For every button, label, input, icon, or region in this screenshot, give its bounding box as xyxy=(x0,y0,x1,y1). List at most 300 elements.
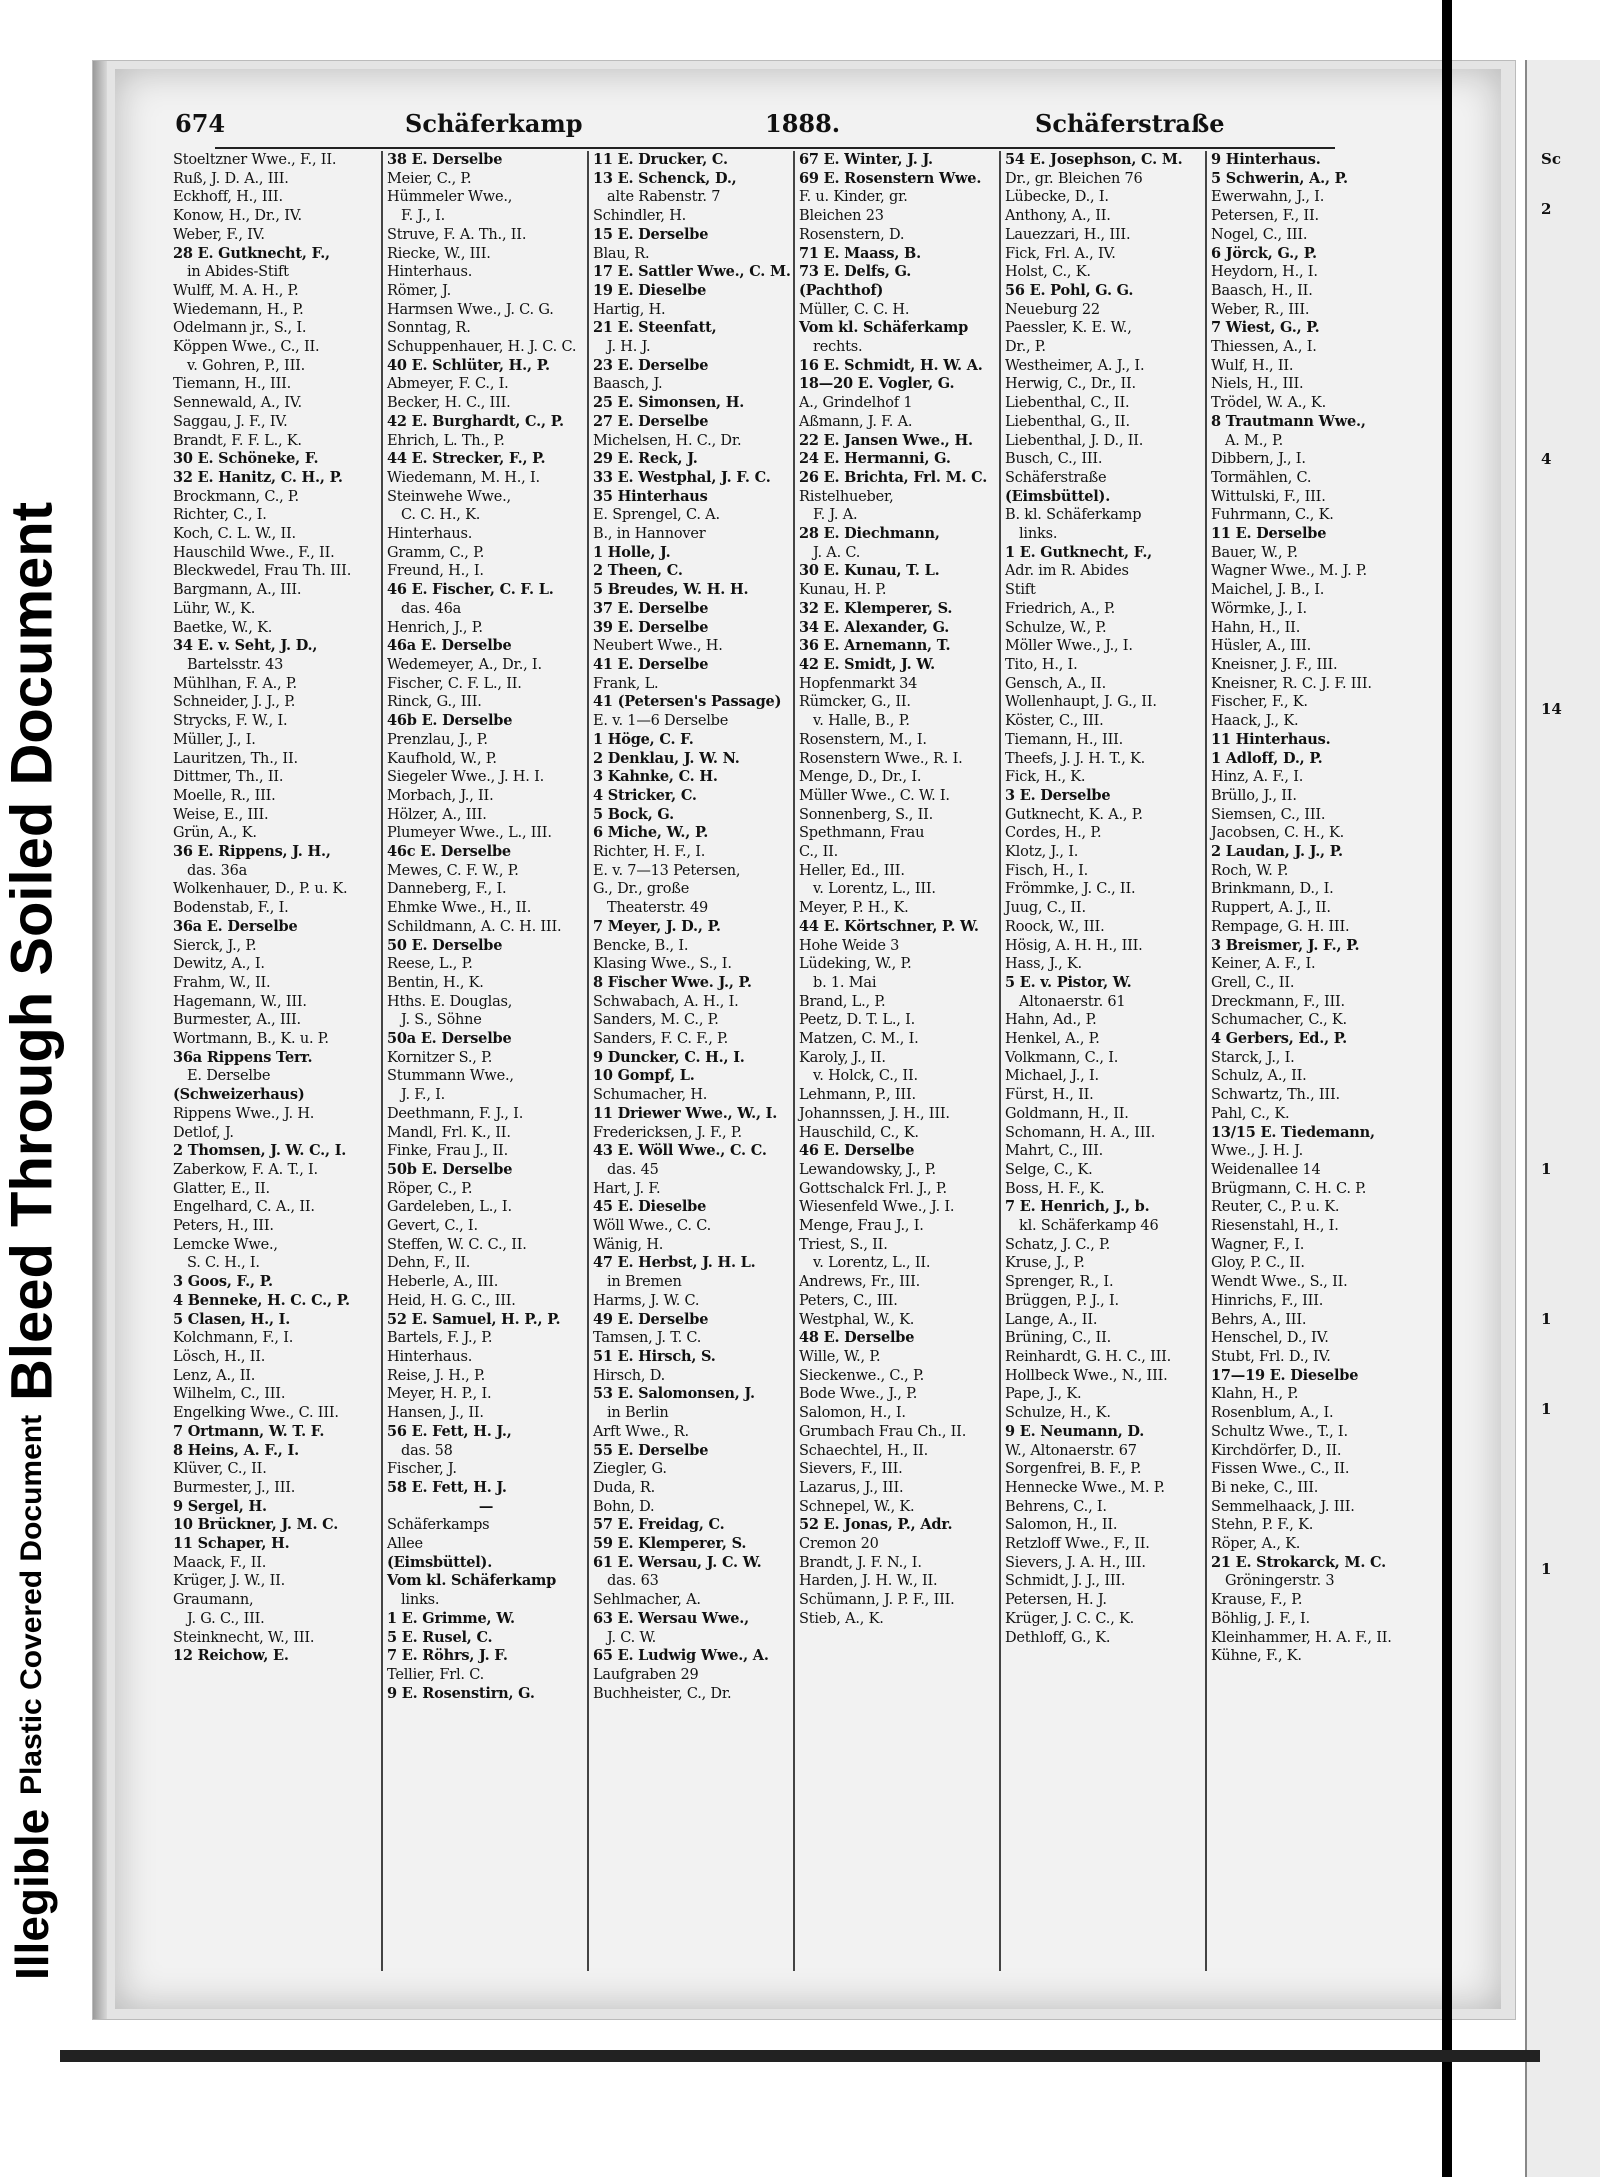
directory-entry: Bauer, W., P. xyxy=(1211,544,1298,561)
directory-entry: Brüllo, J., II. xyxy=(1211,787,1297,804)
directory-entry: Detlof, J. xyxy=(173,1124,234,1141)
directory-entry: Schwabach, A. H., I. xyxy=(593,993,739,1010)
directory-entry: Bencke, B., I. xyxy=(593,937,689,954)
directory-entry: Rosenstern Wwe., R. I. xyxy=(799,750,963,767)
directory-entry: Heid, H. G. C., III. xyxy=(387,1292,516,1309)
directory-entry: Menge, Frau J., I. xyxy=(799,1218,924,1235)
directory-entry: Plumeyer Wwe., L., III. xyxy=(387,825,552,842)
directory-entry: Gevert, C., I. xyxy=(387,1218,478,1235)
directory-entry: Buchheister, C., Dr. xyxy=(593,1685,732,1702)
directory-entry: 10 Brückner, J. M. C. xyxy=(173,1516,339,1534)
directory-entry: Hennecke Wwe., M. P. xyxy=(1005,1479,1165,1496)
directory-entry: Neueburg 22 xyxy=(1005,301,1100,318)
directory-entry: b. 1. Mai xyxy=(813,974,877,991)
directory-entry: 61 E. Wersau, J. C. W. xyxy=(593,1553,762,1571)
directory-entry: Baasch, J. xyxy=(593,376,663,393)
directory-entry: Brinkmann, D., I. xyxy=(1211,881,1334,898)
directory-entry: 46b E. Derselbe xyxy=(387,712,513,730)
year-heading: 1888. xyxy=(765,109,841,138)
directory-entry: Theefs, J. J. H. T., K. xyxy=(1005,750,1146,767)
directory-entry: 1 E. Grimme, W. xyxy=(387,1609,515,1627)
directory-entry: Meyer, P. H., K. xyxy=(799,900,909,917)
directory-entry: Heller, Ed., III. xyxy=(799,862,905,879)
directory-entry: Riecke, W., III. xyxy=(387,245,491,262)
directory-entry: Hümmeler Wwe., xyxy=(387,189,513,206)
directory-entry: Graumann, xyxy=(173,1592,254,1609)
directory-entry: Strycks, F. W., I. xyxy=(173,713,288,730)
directory-entry: Schindler, H. xyxy=(593,208,687,225)
directory-entry: Hösig, A. H. H., III. xyxy=(1005,937,1143,954)
directory-entry: Maichel, J. B., I. xyxy=(1211,582,1325,599)
directory-entry: Hüsler, A., III. xyxy=(1211,638,1312,655)
directory-entry: Schnepel, W., K. xyxy=(799,1498,915,1515)
directory-entry: 12 Reichow, E. xyxy=(173,1647,289,1665)
directory-entry: Weber, R., III. xyxy=(1211,301,1310,318)
directory-entry: 36 E. Arnemann, T. xyxy=(799,637,951,655)
directory-entry: Herwig, C., Dr., II. xyxy=(1005,376,1136,393)
directory-entry: 56 E. Fett, H. J., xyxy=(387,1422,512,1440)
directory-entry: Weidenallee 14 xyxy=(1211,1161,1321,1178)
directory-entry: Anthony, A., II. xyxy=(1005,208,1111,225)
directory-entry: 30 E. Kunau, T. L. xyxy=(799,562,940,580)
directory-entry: Wedemeyer, A., Dr., I. xyxy=(387,656,542,673)
directory-entry: Engelhard, C. A., II. xyxy=(173,1199,315,1216)
directory-page xyxy=(115,69,1501,2009)
facing-fragment: Sc xyxy=(1541,150,1561,168)
directory-entry: Baasch, H., II. xyxy=(1211,282,1313,299)
directory-entry: Kruse, J., P. xyxy=(1005,1255,1085,1272)
note-bleed-through: Bleed Through Soiled Document xyxy=(0,501,65,1401)
directory-entry: Brüggen, P. J., I. xyxy=(1005,1292,1119,1309)
directory-entry: Kirchdörfer, D., II. xyxy=(1211,1442,1342,1459)
directory-entry: Schultz Wwe., T., I. xyxy=(1211,1423,1348,1440)
directory-entry: das. 45 xyxy=(607,1161,659,1178)
directory-entry: Eckhoff, H., III. xyxy=(173,189,283,206)
directory-entry: Möller Wwe., J., I. xyxy=(1005,638,1133,655)
directory-entry: Hinterhaus. xyxy=(387,1349,473,1365)
directory-entry: Peters, C., III. xyxy=(799,1292,898,1309)
directory-entry: 39 E. Derselbe xyxy=(593,618,709,636)
directory-entry: Bentin, H., K. xyxy=(387,974,484,991)
directory-entry: (Eimsbüttel). xyxy=(387,1553,493,1571)
directory-entry: 8 Fischer Wwe. J., P. xyxy=(593,973,752,991)
directory-entry: Sennewald, A., IV. xyxy=(173,395,302,412)
directory-entry: Salomon, H., II. xyxy=(1005,1517,1118,1534)
directory-entry: 5 E. Rusel, C. xyxy=(387,1628,493,1646)
directory-entry: 3 E. Derselbe xyxy=(1005,786,1111,804)
directory-entry: Hinrichs, F., III. xyxy=(1211,1292,1324,1309)
directory-entry: C. C. H., K. xyxy=(401,507,481,524)
directory-entry: Wittulski, F., III. xyxy=(1211,488,1326,505)
directory-column-2 xyxy=(387,151,585,1971)
directory-entry: Sanders, M. C., P. xyxy=(593,1012,719,1029)
facing-fragment: 1 xyxy=(1541,1560,1552,1578)
directory-entry: Brandt, J. F. N., I. xyxy=(799,1554,922,1571)
directory-entry: Henrich, J., P. xyxy=(387,619,483,636)
directory-entry: Schildmann, A. C. H. III. xyxy=(387,918,562,935)
directory-entry: Ehrich, L. Th., P. xyxy=(387,432,505,449)
directory-entry: Vom kl. Schäferkamp xyxy=(799,319,969,337)
directory-entry: Duda, R. xyxy=(593,1479,656,1496)
directory-entry: Brügmann, C. H. C. P. xyxy=(1211,1180,1367,1197)
facing-page-edge xyxy=(1525,60,1600,2177)
directory-entry: 28 E. Gutknecht, F., xyxy=(173,244,330,262)
directory-entry: 10 Gompf, L. xyxy=(593,1067,695,1085)
column-divider xyxy=(1205,151,1207,1971)
directory-entry: 18—20 E. Vogler, G. xyxy=(799,375,955,393)
directory-entry: Becker, H. C., III. xyxy=(387,395,511,412)
directory-entry: 52 E. Jonas, P., Adr. xyxy=(799,1516,953,1534)
directory-entry: Lazarus, J., III. xyxy=(799,1479,904,1496)
directory-entry: Bode Wwe., J., P. xyxy=(799,1386,918,1403)
directory-entry: Altonaerstr. 61 xyxy=(1019,993,1126,1010)
directory-entry: Bleichen 23 xyxy=(799,208,884,225)
directory-entry: 47 E. Herbst, J. H. L. xyxy=(593,1254,756,1272)
directory-entry: Mewes, C. F. W., P. xyxy=(387,862,519,879)
directory-entry: 53 E. Salomonsen, J. xyxy=(593,1385,755,1403)
directory-entry: Morbach, J., II. xyxy=(387,787,494,804)
directory-entry: rechts. xyxy=(813,339,863,356)
directory-entry: Rempage, G. H. III. xyxy=(1211,918,1350,935)
directory-entry: 5 Schwerin, A., P. xyxy=(1211,169,1348,187)
directory-entry: Gensch, A., II. xyxy=(1005,675,1106,692)
directory-entry: Stieb, A., K. xyxy=(799,1610,884,1627)
directory-entry: Roch, W. P. xyxy=(1211,862,1289,879)
directory-entry: A. M., P. xyxy=(1225,432,1283,449)
directory-entry: Sieckenwe., C., P. xyxy=(799,1367,925,1384)
directory-entry: Fuhrmann, C., K. xyxy=(1211,507,1334,524)
directory-entry: Gröningerstr. 3 xyxy=(1225,1573,1335,1590)
directory-entry: Triest, S., II. xyxy=(799,1236,888,1253)
directory-entry: Krüger, J. W., II. xyxy=(173,1573,286,1590)
directory-entry: 21 E. Strokarck, M. C. xyxy=(1211,1553,1386,1571)
directory-entry: Danneberg, F., I. xyxy=(387,881,507,898)
directory-entry: 3 Kahnke, C. H. xyxy=(593,768,718,786)
facing-fragment: 4 xyxy=(1541,450,1552,468)
directory-entry: 29 E. Reck, J. xyxy=(593,450,698,468)
directory-entry: Tito, H., I. xyxy=(1005,656,1078,673)
directory-entry: Zaberkow, F. A. T., I. xyxy=(173,1161,318,1178)
directory-entry: Schumacher, C., K. xyxy=(1211,1012,1347,1029)
directory-entry: Grumbach Frau Ch., II. xyxy=(799,1423,967,1440)
facing-fragment: 2 xyxy=(1541,200,1552,218)
directory-entry: Struve, F. A. Th., II. xyxy=(387,226,527,243)
column-divider xyxy=(793,151,795,1971)
directory-entry: Rosenstern, M., I. xyxy=(799,731,927,748)
directory-entry: 44 E. Körtschner, P. W. xyxy=(799,917,979,935)
header-rule xyxy=(215,147,1335,149)
directory-entry: Hinterhaus. xyxy=(387,526,473,543)
directory-entry: Dr., P. xyxy=(1005,339,1046,356)
directory-entry: Sorgenfrei, B. F., P. xyxy=(1005,1461,1142,1478)
directory-entry: Aßmann, J. F. A. xyxy=(799,413,913,430)
directory-entry: Richter, C., I. xyxy=(173,507,267,524)
directory-entry: Dethloff, G., K. xyxy=(1005,1629,1111,1646)
directory-entry: 32 E. Klemperer, S. xyxy=(799,599,953,617)
directory-entry: Allee xyxy=(387,1536,423,1553)
directory-entry: Mühlhan, F. A., P. xyxy=(173,675,297,692)
directory-entry: Ehmke Wwe., H., II. xyxy=(387,900,532,917)
directory-entry: 55 E. Derselbe xyxy=(593,1441,709,1459)
directory-entry: Sievers, F., III. xyxy=(799,1461,903,1478)
directory-entry: Reinhardt, G. H. C., III. xyxy=(1005,1349,1172,1365)
directory-entry: Böhlig, J. F., I. xyxy=(1211,1610,1310,1627)
directory-entry: Wagner, F., I. xyxy=(1211,1236,1305,1253)
directory-entry: Lühr, W., K. xyxy=(173,600,256,617)
directory-entry: Harden, J. H. W., II. xyxy=(799,1573,938,1590)
directory-entry: Reese, L., P. xyxy=(387,956,473,973)
directory-entry: 16 E. Schmidt, H. W. A. xyxy=(799,356,983,374)
directory-entry: G., Dr., große xyxy=(593,881,690,898)
directory-entry: 9 E. Neumann, D. xyxy=(1005,1422,1145,1440)
directory-entry: Westheimer, A. J., I. xyxy=(1005,357,1145,374)
directory-entry: 50a E. Derselbe xyxy=(387,1030,512,1048)
directory-entry: 8 Heins, A. F., I. xyxy=(173,1441,299,1459)
directory-entry: Henschel, D., IV. xyxy=(1211,1330,1329,1347)
directory-entry: W., Altonaerstr. 67 xyxy=(1005,1442,1137,1459)
directory-entry: Schäferkamps xyxy=(387,1517,490,1534)
directory-entry: Bargmann, A., III. xyxy=(173,582,302,599)
directory-entry: (Pachthof) xyxy=(799,281,884,299)
directory-entry: Freund, H., I. xyxy=(387,563,484,580)
directory-entry: das. 58 xyxy=(401,1442,453,1459)
directory-entry: 45 E. Dieselbe xyxy=(593,1198,707,1216)
directory-entry: 63 E. Wersau Wwe., xyxy=(593,1609,749,1627)
directory-entry: Peetz, D. T. L., I. xyxy=(799,1012,916,1029)
directory-entry: Klotz, J., I. xyxy=(1005,844,1079,861)
directory-entry: Matzen, C. M., I. xyxy=(799,1031,919,1048)
directory-entry: Hauschild Wwe., F., II. xyxy=(173,544,335,561)
directory-entry: 9 E. Rosenstirn, G. xyxy=(387,1684,535,1702)
directory-entry: Hauschild, C., K. xyxy=(799,1124,919,1141)
directory-entry: S. C. H., I. xyxy=(187,1255,260,1272)
directory-entry: Dittmer, Th., II. xyxy=(173,769,284,786)
directory-entry: Brüning, C., II. xyxy=(1005,1330,1112,1347)
directory-entry: Stoeltzner Wwe., F., II. xyxy=(173,152,337,168)
directory-entry: Dewitz, A., I. xyxy=(173,956,265,973)
directory-entry: Odelmann jr., S., I. xyxy=(173,320,307,337)
directory-entry: Dibbern, J., I. xyxy=(1211,451,1306,468)
directory-entry: 6 Miche, W., P. xyxy=(593,824,709,842)
directory-entry: 57 E. Freidag, C. xyxy=(593,1516,725,1534)
directory-entry: Mandl, Frl. K., II. xyxy=(387,1124,511,1141)
directory-entry: B. kl. Schäferkamp xyxy=(1005,507,1142,524)
directory-entry: 36a E. Derselbe xyxy=(173,917,298,935)
directory-entry: Schümann, J. P. F., III. xyxy=(799,1592,955,1609)
directory-entry: 65 E. Ludwig Wwe., A. xyxy=(593,1647,769,1665)
directory-entry: Heberle, A., III. xyxy=(387,1274,499,1291)
directory-entry: 5 Clasen, H., I. xyxy=(173,1310,291,1328)
page-header xyxy=(115,109,1415,145)
directory-entry: Engelking Wwe., C. III. xyxy=(173,1405,339,1422)
directory-entry: Wilhelm, C., III. xyxy=(173,1386,286,1403)
directory-entry: 58 E. Fett, H. J. xyxy=(387,1478,507,1496)
directory-entry: 7 Meyer, J. D., P. xyxy=(593,917,721,935)
directory-entry: 49 E. Derselbe xyxy=(593,1310,709,1328)
directory-entry: Paessler, K. E. W., xyxy=(1005,320,1132,337)
directory-entry: Röper, C., P. xyxy=(387,1180,473,1197)
directory-entry: Peters, H., III. xyxy=(173,1218,274,1235)
directory-entry: Arft Wwe., R. xyxy=(593,1423,689,1440)
directory-entry: Schumacher, H. xyxy=(593,1087,708,1104)
directory-entry: Tamsen, J. T. C. xyxy=(593,1330,702,1347)
directory-entry: Siegeler Wwe., J. H. I. xyxy=(387,769,545,786)
archive-notes-sidebar xyxy=(0,120,65,1980)
directory-entry: Frahm, W., II. xyxy=(173,974,271,991)
directory-entry: Michael, J., I. xyxy=(1005,1068,1099,1085)
directory-entry: Müller, C. C. H. xyxy=(799,301,910,318)
directory-entry: 56 E. Pohl, G. G. xyxy=(1005,281,1134,299)
directory-entry: Lange, A., II. xyxy=(1005,1311,1098,1328)
directory-entry: Schomann, H. A., III. xyxy=(1005,1124,1156,1141)
directory-entry: Gloy, P. C., II. xyxy=(1211,1255,1305,1272)
directory-entry: 11 Hinterhaus. xyxy=(1211,730,1331,748)
directory-entry: Behrens, C., I. xyxy=(1005,1498,1107,1515)
directory-entry: v. Lorentz, L., II. xyxy=(813,1255,931,1272)
scan-bottom-border xyxy=(60,2050,1540,2062)
directory-entry: Rosenblum, A., I. xyxy=(1211,1405,1334,1422)
directory-entry: links. xyxy=(401,1592,440,1609)
directory-entry: Schatz, J. C., P. xyxy=(1005,1236,1111,1253)
directory-entry: Juug, C., II. xyxy=(1005,900,1086,917)
directory-entry: Dehn, F., II. xyxy=(387,1255,471,1272)
directory-entry: 9 Duncker, C. H., I. xyxy=(593,1048,745,1066)
directory-entry: Hahn, Ad., P. xyxy=(1005,1012,1097,1029)
directory-entry: Gardeleben, L., I. xyxy=(387,1199,512,1216)
left-street-heading: Schäferkamp xyxy=(405,109,583,138)
directory-entry: Lenz, A., II. xyxy=(173,1367,256,1384)
directory-entry: Hansen, J., II. xyxy=(387,1405,484,1422)
directory-entry: 1 Adloff, D., P. xyxy=(1211,749,1323,767)
column-divider xyxy=(999,151,1001,1971)
directory-entry: 28 E. Diechmann, xyxy=(799,525,940,543)
directory-entry: Wänig, H. xyxy=(593,1236,664,1253)
directory-entry: 34 E. Alexander, G. xyxy=(799,618,950,636)
directory-entry: Hinterhaus. xyxy=(387,264,473,281)
directory-entry: Westphal, W., K. xyxy=(799,1311,915,1328)
directory-entry: 52 E. Samuel, H. P., P. xyxy=(387,1310,561,1328)
directory-entry: Köppen Wwe., C., II. xyxy=(173,339,320,356)
directory-entry: Konow, H., Dr., IV. xyxy=(173,208,302,225)
directory-entry: Brockmann, C., P. xyxy=(173,488,299,505)
directory-entry: 13 E. Schenck, D., xyxy=(593,169,737,187)
directory-entry: in Berlin xyxy=(607,1405,669,1422)
directory-entry: Fissen Wwe., C., II. xyxy=(1211,1461,1350,1478)
note-plastic-covered: Plastic Covered Document xyxy=(15,1414,48,1795)
directory-entry: Weise, E., III. xyxy=(173,806,269,823)
directory-entry: Brandt, F. F. L., K. xyxy=(173,432,302,449)
directory-entry: Rinck, G., III. xyxy=(387,694,482,711)
directory-entry: B., in Hannover xyxy=(593,526,706,543)
directory-entry: 46c E. Derselbe xyxy=(387,843,511,861)
directory-entry: Pape, J., K. xyxy=(1005,1386,1082,1403)
directory-entry: Lewandowsky, J., P. xyxy=(799,1161,936,1178)
note-illegible: Illegible xyxy=(6,1808,58,1980)
directory-entry: Busch, C., III. xyxy=(1005,451,1103,468)
directory-entry: 7 Wiest, G., P. xyxy=(1211,319,1320,337)
directory-entry: J. C. W. xyxy=(607,1629,657,1646)
directory-entry: Tiemann, H., III. xyxy=(173,376,292,393)
directory-entry: 50b E. Derselbe xyxy=(387,1160,513,1178)
directory-entry: Sehlmacher, A. xyxy=(593,1592,701,1609)
directory-entry: Fürst, H., II. xyxy=(1005,1087,1094,1104)
directory-entry: 21 E. Steenfatt, xyxy=(593,319,717,337)
directory-entry: Steffen, W. C. C., II. xyxy=(387,1236,527,1253)
directory-entry: Adr. im R. Abides xyxy=(1005,563,1129,580)
directory-entry: (Eimsbüttel). xyxy=(1005,487,1111,505)
directory-entry: 15 E. Derselbe xyxy=(593,225,709,243)
directory-entry: Ruß, J. D. A., III. xyxy=(173,170,289,187)
facing-fragment: 1 xyxy=(1541,1160,1552,1178)
directory-entry: Harms, J. W. C. xyxy=(593,1292,700,1309)
directory-entry: Goldmann, H., II. xyxy=(1005,1105,1129,1122)
directory-entry: 37 E. Derselbe xyxy=(593,599,709,617)
directory-entry: Lemcke Wwe., xyxy=(173,1236,278,1253)
facing-fragment: 1 xyxy=(1541,1400,1552,1418)
directory-entry: 5 Bock, G. xyxy=(593,805,674,823)
directory-entry: Hths. E. Douglas, xyxy=(387,993,513,1010)
directory-entry: Schulz, A., II. xyxy=(1211,1068,1307,1085)
directory-entry: Liebenthal, G., II. xyxy=(1005,413,1130,430)
directory-entry: Lehmann, P., III. xyxy=(799,1087,916,1104)
directory-entry: Semmelhaack, J. III. xyxy=(1211,1498,1355,1515)
directory-entry: Riesenstahl, H., I. xyxy=(1211,1218,1339,1235)
directory-entry: 9 Sergel, H. xyxy=(173,1497,267,1515)
directory-entry: Ristelhueber, xyxy=(799,488,894,505)
directory-entry: Vom kl. Schäferkamp xyxy=(387,1572,557,1590)
page-number: 674 xyxy=(175,109,226,138)
directory-entry: Ewerwahn, J., I. xyxy=(1211,189,1325,206)
directory-entry: Prenzlau, J., P. xyxy=(387,731,488,748)
directory-entry: Dreckmann, F., III. xyxy=(1211,993,1345,1010)
directory-entry: das. 63 xyxy=(607,1573,659,1590)
directory-entry: Deethmann, F. J., I. xyxy=(387,1105,524,1122)
directory-entry: Grell, C., II. xyxy=(1211,974,1295,991)
directory-entry: Tormählen, C. xyxy=(1211,469,1312,486)
directory-entry: Lübecke, D., I. xyxy=(1005,189,1109,206)
directory-entry: Boss, H. F., K. xyxy=(1005,1180,1105,1197)
directory-entry: E. v. 1—6 Derselbe xyxy=(593,713,729,730)
directory-entry: Fischer, C. F. L., II. xyxy=(387,675,522,692)
directory-entry: Bohn, D. xyxy=(593,1498,655,1515)
directory-entry: 7 E. Henrich, J., b. xyxy=(1005,1198,1150,1216)
directory-entry: Hollbeck Wwe., N., III. xyxy=(1005,1367,1168,1384)
directory-entry: Hass, J., K. xyxy=(1005,956,1082,973)
directory-entry: Klasing Wwe., S., I. xyxy=(593,956,732,973)
directory-entry: Kneisner, R. C. J. F. III. xyxy=(1211,675,1372,692)
directory-column-5 xyxy=(1005,151,1203,1971)
directory-entry: Krause, F., P. xyxy=(1211,1592,1303,1609)
directory-entry: Tiemann, H., III. xyxy=(1005,731,1124,748)
directory-entry: Wollenhaupt, J. G., II. xyxy=(1005,694,1157,711)
directory-entry: Rümcker, G., II. xyxy=(799,694,911,711)
directory-entry: Grün, A., K. xyxy=(173,825,257,842)
directory-entry: Laufgraben 29 xyxy=(593,1666,699,1683)
directory-entry: Sonntag, R. xyxy=(387,320,471,337)
directory-entry: Cordes, H., P. xyxy=(1005,825,1102,842)
directory-entry: Kornitzer S., P. xyxy=(387,1049,493,1066)
directory-entry: Petersen, F., II. xyxy=(1211,208,1319,225)
directory-entry: Bleckwedel, Frau Th. III. xyxy=(173,563,352,580)
directory-entry: 7 Ortmann, W. T. F. xyxy=(173,1422,325,1440)
directory-entry: J. G. C., III. xyxy=(187,1610,265,1627)
directory-entry: 43 E. Wöll Wwe., C. C. xyxy=(593,1142,767,1160)
directory-entry: 36 E. Rippens, J. H., xyxy=(173,843,331,861)
directory-entry: 59 E. Klemperer, S. xyxy=(593,1535,747,1553)
directory-entry: Müller Wwe., C. W. I. xyxy=(799,787,950,804)
directory-entry: v. Lorentz, L., III. xyxy=(813,881,936,898)
directory-entry: 7 E. Röhrs, J. F. xyxy=(387,1647,508,1665)
